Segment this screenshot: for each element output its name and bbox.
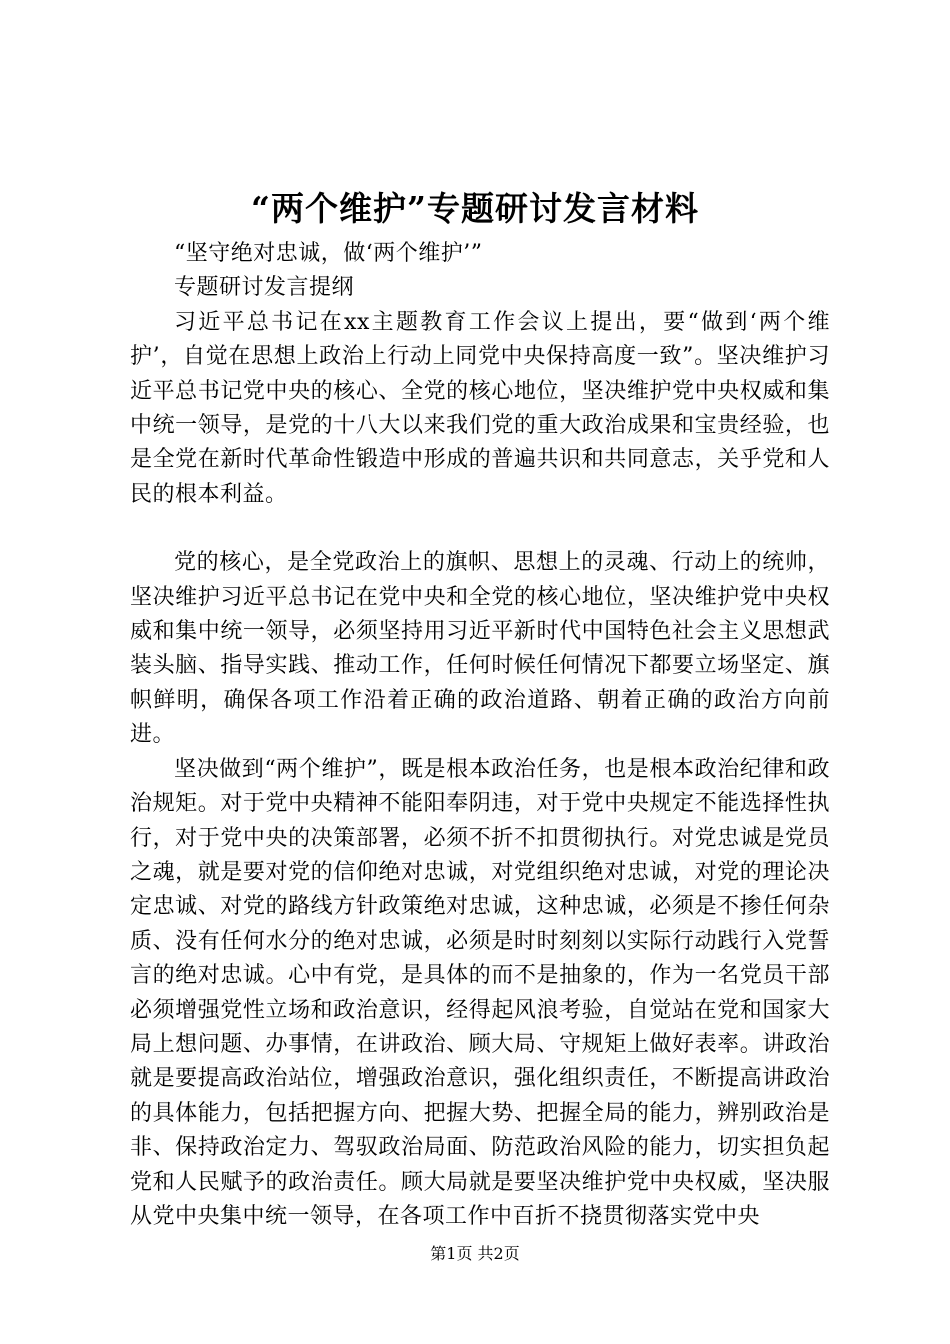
page-footer: 第1页 共2页 — [430, 1244, 520, 1263]
document-title: “两个维护”专题研讨发言材料 — [251, 189, 699, 228]
body-paragraph: 党的核心，是全党政治上的旗帜、思想上的灵魂、行动上的统帅，坚决维护习近平总书记在党中央和全党的核心地位，坚决维护党中央权威和集中统一领导，必须坚持用习近平新时代中国特色社会主义思想武装头脑、指导实践、推动工作，任何时候任何情况下都要立场坚定、旗帜鲜明，确保各项工作沿着正确的政治道路、朝着正确的政治方向前进。 — [130, 550, 830, 748]
document-body — [130, 237, 830, 1234]
body-paragraph: 坚决做到“两个维护”，既是根本政治任务，也是根本政治纪律和政治规矩。对于党中央精神不能阳奉阴违，对于党中央规定不能选择性执行，对于党中央的决策部署，必须不折不扣贯彻执行。对党忠诚是党员之魂，就是要对党的信仰绝对忠诚，对党组织绝对忠诚，对党的理论决定忠诚、对党的路线方针政策绝对忠诚，这种忠诚，必须是不掺任何杂质、没有任何水分的绝对忠诚，必须是时时刻刻以实际行动践行入党誓言的绝对忠诚。心中有党，是具体的而不是抽象的，作为一名党员干部必须增强党性立场和政治意识，经得起风浪考验，自觉站在党和国家大局上想问题、办事情，在讲政治、顾大局、守规矩上做好表率。讲政治就是要提高政治站位，增强政治意识，强化组织责任，不断提高讲政治的具体能力，包括把握方向、把握大势、把握全局的能力，辨别政治是非、保持政治定力、驾驭政治局面、防范政治风险的能力，切实担负起党和人民赋予的政治责任。顾大局就是要坚决维护党中央权威，坚决服从党中央集中统一领导，在各项工作中百折不挠贯彻落实党中央 — [130, 756, 830, 1229]
subtitle-line: “坚守绝对忠诚，做‘两个维护’” — [174, 241, 483, 266]
outline-label: 专题研讨发言提纲 — [174, 275, 355, 301]
body-paragraph: 习近平总书记在xx主题教育工作会议上提出，要“做到‘两个维护’，自觉在思想上政治上行动上同党中央保持高度一致”。坚决维护习近平总书记党中央的核心、全党的核心地位，坚决维护党中央权威和集中统一领导，是党的十八大以来我们党的重大政治成果和宝贵经验，也是全党在新时代革命性锻造中形成的普遍共识和共同意志，关乎党和人民的根本利益。 — [130, 309, 830, 507]
